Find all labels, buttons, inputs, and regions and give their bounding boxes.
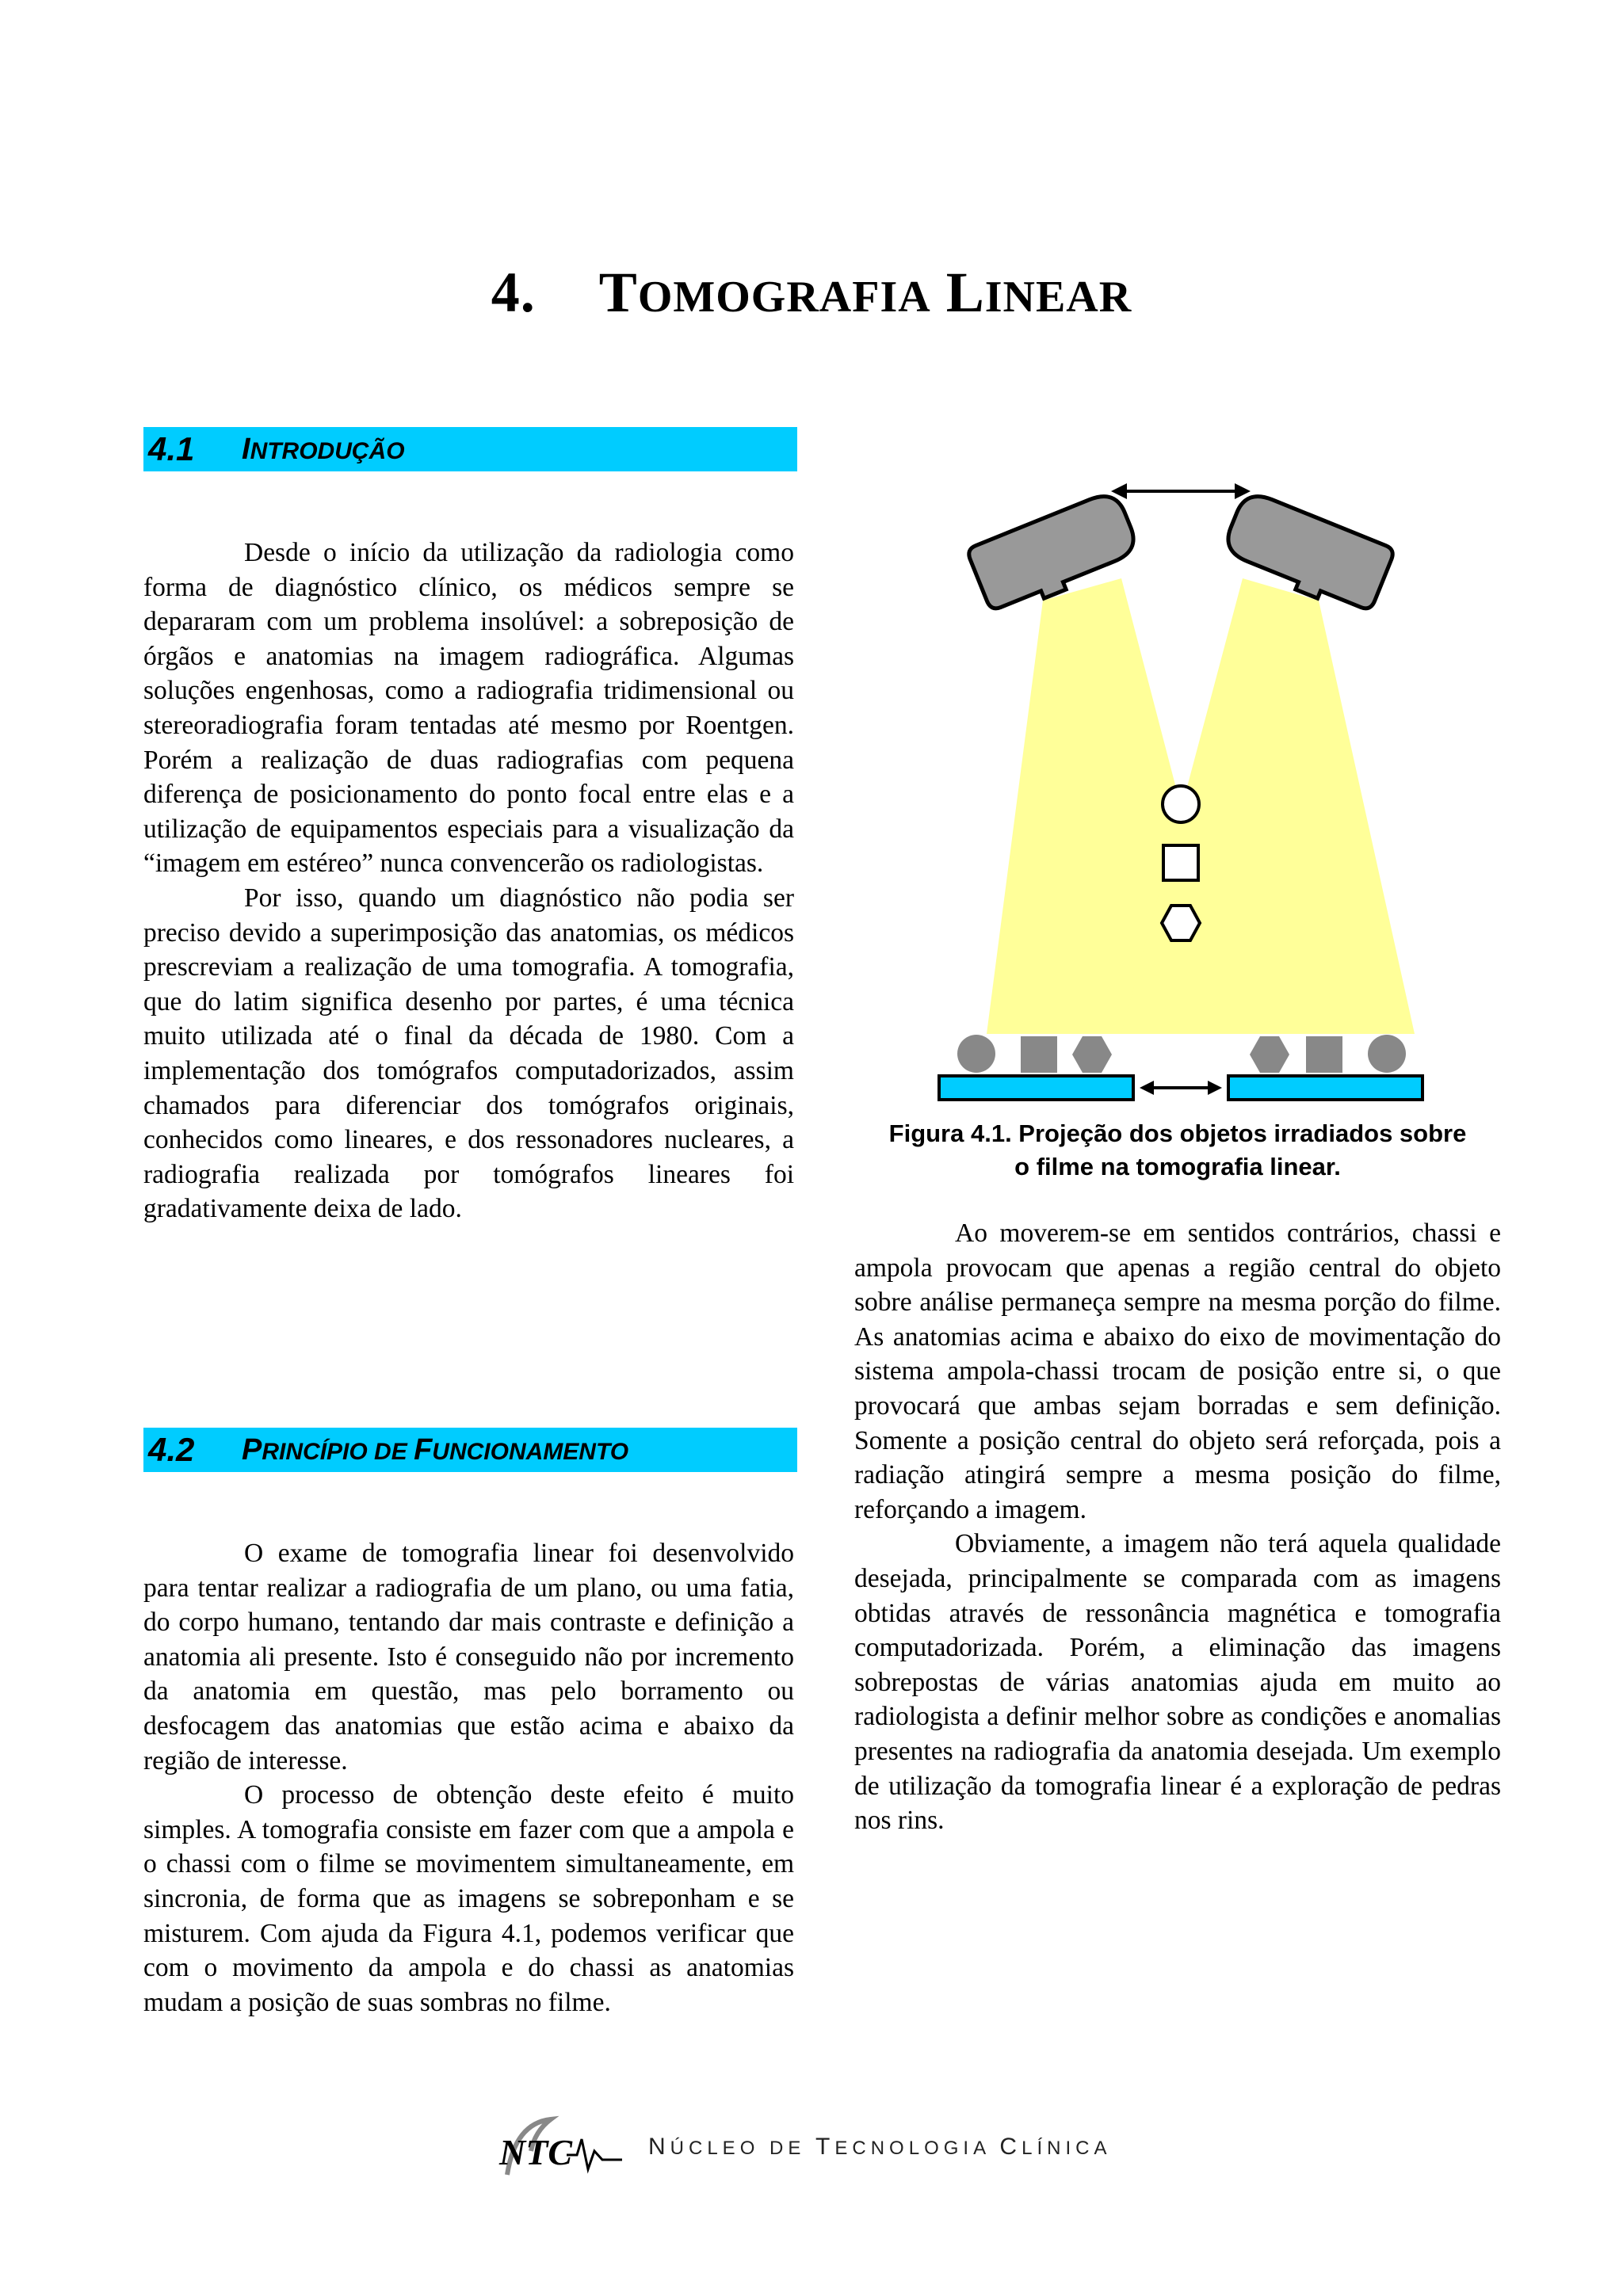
chapter-number: 4. xyxy=(491,261,536,324)
principle-text xyxy=(143,1536,794,2019)
object-circle-icon xyxy=(1163,786,1199,822)
caption-line: Figura 4.1. Projeção dos objetos irradiados sobre xyxy=(888,1119,1467,1147)
figure-caption xyxy=(854,1117,1501,1184)
shadow-circle-icon xyxy=(1368,1035,1406,1073)
section-header-principio xyxy=(143,1428,797,1472)
paragraph: Obviamente, a imagem não terá aquela qualidade desejada, principalmente se comparada com as imagens obtidas através de ressonância magnética e tomografia computadorizada. Porém, a eliminação das imagens sobrepostas de várias anatomias ajuda em muito ao radiologista a definir melhor sobre as condições e anomalias presentes na radiografia da anatomia desejada. Um exemplo de utilização da tomografia linear é a exploração de pedras nos rins. xyxy=(854,1529,1501,1836)
svg-text:NTC: NTC xyxy=(499,2132,572,2172)
ntc-logo-icon xyxy=(491,2107,626,2187)
section-title: INTRODUÇÃO xyxy=(242,432,405,466)
title-letter: L xyxy=(945,261,985,324)
chassi-right xyxy=(1228,1076,1423,1100)
shadow-hexagon-icon xyxy=(1250,1036,1289,1073)
chapter-title xyxy=(0,260,1623,326)
object-hexagon-icon xyxy=(1162,906,1200,940)
section-title: PRINCÍPIO DE FUNCIONAMENTO xyxy=(242,1432,629,1466)
object-square-icon xyxy=(1163,845,1198,880)
section-number: 4.1 xyxy=(148,430,195,467)
tube-movement-arrow-icon xyxy=(1111,483,1251,499)
paragraph: O processo de obtenção deste efeito é muito simples. A tomografia consiste em fazer com que a ampola e o chassi com o filme se movimentem simultaneamente, em sincronia, de forma que as imagens se sobreponham e se misturem. Com ajuda da Figura 4.1, podemos verificar que com o movimento da ampola e do chassi as anatomias mudam a posição de suas sombras no filme. xyxy=(143,1780,794,2017)
section-header-introducao xyxy=(143,427,797,471)
shadow-hexagon-icon xyxy=(1072,1036,1112,1073)
section-number: 4.2 xyxy=(148,1431,195,1468)
chassi-left xyxy=(939,1076,1133,1100)
caption-line: o filme na tomografia linear. xyxy=(1014,1153,1341,1180)
title-letter: T xyxy=(598,261,638,324)
linear-tomography-figure xyxy=(927,460,1434,1109)
footer-text: NÚCLEO DE TECNOLOGIA CLÍNICA xyxy=(648,2134,1112,2160)
paragraph: O exame de tomografia linear foi desenvolvido para tentar realizar a radiografia de um plano, ou uma fatia, do corpo humano, tentando dar mais contraste e definição a anatomia ali presente. Isto é conseguido não por incremento da anatomia em questão, mas pelo borramento ou desfocagem das anatomias que estão acima e abaixo da região de interesse. xyxy=(143,1539,794,1775)
paragraph: Por isso, quando um diagnóstico não podia ser preciso devido a superimposição das anatomias, os médicos prescreviam a realização de uma tomografia. A tomografia, que do latim significa desenho por partes, é uma técnica muito utilizada até o final da década de 1980. Com a implementação dos tomógrafos computadorizados, assim chamados para diferenciar dos tomógrafos originais, conhecidos como lineares, e dos ressonadores nucleares, a radiografia realizada por tomógrafos lineares foi gradativamente deixa de lado. xyxy=(143,883,794,1224)
paragraph: Desde o início da utilização da radiologia como forma de diagnóstico clínico, os médicos sempre se depararam com um problema insolúvel: a sobreposição de órgãos e anatomias na imagem radiográfica. Algumas soluções engenhosas, como a radiografia tridimensional ou stereoradiografia foram tentadas até mesmo por Roentgen. Porém a realização de duas radiografias com pequena diferença de posicionamento do ponto focal entre elas e a utilização de equipamentos especiais para a visualização da “imagem em estéreo” nunca convencerão os radiologistas. xyxy=(143,538,794,879)
shadow-square-icon xyxy=(1306,1036,1342,1073)
title-rest: OMOGRAFIA xyxy=(637,273,931,322)
shadow-circle-icon xyxy=(957,1035,995,1073)
title-rest: INEAR xyxy=(984,273,1132,322)
shadow-square-icon xyxy=(1021,1036,1057,1073)
chassi-movement-arrow-icon xyxy=(1140,1081,1222,1095)
paragraph: Ao moverem-se em sentidos contrários, chassi e ampola provocam que apenas a região central do objeto sobre análise permaneça sempre na mesma porção do filme. As anatomias acima e abaixo do eixo de movimentação do sistema ampola-chassi trocam de posição entre si, o que provocará que ambas sejam borradas e sem definição. Somente a posição central do objeto será reforçada, pois a radiação atingirá sempre a mesma posição do filme, reforçando a imagem. xyxy=(854,1219,1501,1524)
footer xyxy=(491,2107,1111,2187)
right-column-text xyxy=(854,1216,1501,1838)
intro-text xyxy=(143,536,794,1226)
